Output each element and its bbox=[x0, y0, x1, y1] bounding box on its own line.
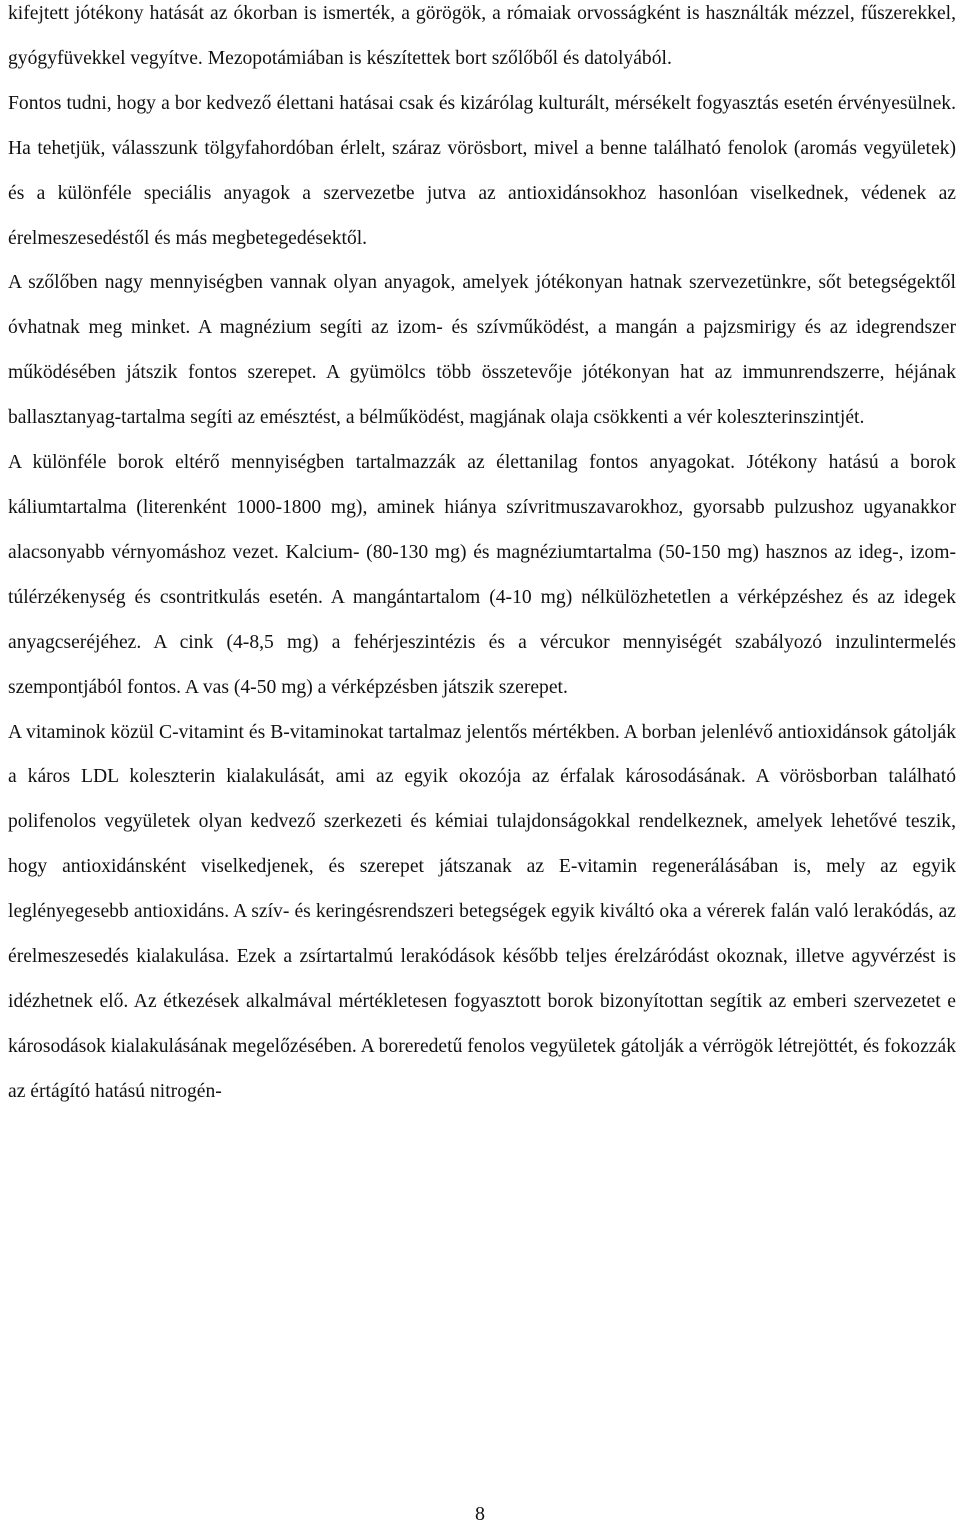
paragraph-4: A különféle borok eltérő mennyiségben tartalmazzák az élettanilag fontos anyagokat. Jótékony hatású a borok káliumtartalma (literenként 1000-1800 mg), aminek hiánya szívritmuszavarokhoz, gyorsabb pulzushoz ugyanakkor alacsonyabb vérnyomáshoz vezet. Kalcium- (80-130 mg) és magnéziumtartalma (50-150 mg) hasznos az ideg-, izom-túlérzékenység és csontritkulás esetén. A mangántartalom (4-10 mg) nélkülözhetetlen a vérképzéshez és az idegek anyagcseréjéhez. A cink (4-8,5 mg) a fehérjeszintézis és a vércukor mennyiségét szabályozó inzulintermelés szempontjából fontos. A vas (4-50 mg) a vérképzésben játszik szerepet. bbox=[8, 452, 956, 698]
paragraph-2: Fontos tudni, hogy a bor kedvező élettani hatásai csak és kizárólag kulturált, mérsékelt fogyasztás esetén érvényesülnek. Ha tehetjük, válasszunk tölgyfahordóban érlelt, száraz vörösbort, mivel a benne található fenolok (aromás vegyületek) és a különféle speciális anyagok a szervezetbe jutva az antioxidánsokhoz hasonlóan viselkednek, védenek az érelmeszesedéstől és más megbetegedésektől. bbox=[8, 92, 956, 249]
page-number: 8 bbox=[475, 1503, 485, 1525]
paragraph-1: kifejtett jótékony hatását az ókorban is ismerték, a görögök, a rómaiak orvosságként is használták mézzel, fűszerekkel, gyógyfüvekkel vegyítve. Mezopotámiában is készítettek bort szőlőből és datolyából. bbox=[8, 3, 956, 69]
paragraph-3: A szőlőben nagy mennyiségben vannak olyan anyagok, amelyek jótékonyan hatnak szervezetünkre, sőt betegségektől óvhatnak meg minket. A magnézium segíti az izom- és szívműködést, a mangán a pajzsmirigy és az idegrendszer működésében játszik fontos szerepet. A gyümölcs több összetevője jótékonyan hat az immunrendszerre, héjának ballasztanyag-tartalma segíti az emésztést, a bélműködést, magjának olaja csökkenti a vér koleszterinszintjét. bbox=[8, 272, 956, 429]
document-page bbox=[8, 0, 956, 1115]
paragraph-5: A vitaminok közül C-vitamint és B-vitaminokat tartalmaz jelentős mértékben. A borban jelenlévő antioxidánsok gátolják a káros LDL koleszterin kialakulását, ami az egyik okozója az érfalak károsodásának. A vörösborban található polifenolos vegyületek olyan kedvező szerkezeti és kémiai tulajdonságokkal rendelkeznek, amelyek lehetővé teszik, hogy antioxidánsként viselkedjenek, és szerepet játszanak az E-vitamin regenerálásában is, mely az egyik leglényegesebb antioxidáns. A szív- és keringésrendszeri betegségek egyik kiváltó oka a vérerek falán való lerakódás, az érelmeszesedés kialakulása. Ezek a zsírtartalmú lerakódások később teljes érelzáródást okoznak, illetve agyvérzést is idézhetnek elő. Az étkezések alkalmával mértékletesen fogyasztott borok bizonyítottan segítik az emberi szervezetet e károsodások kialakulásának megelőzésében. A boreredetű fenolos vegyületek gátolják a vérrögök létrejöttét, és fokozzák az értágító hatású nitrogén- bbox=[8, 721, 956, 1102]
